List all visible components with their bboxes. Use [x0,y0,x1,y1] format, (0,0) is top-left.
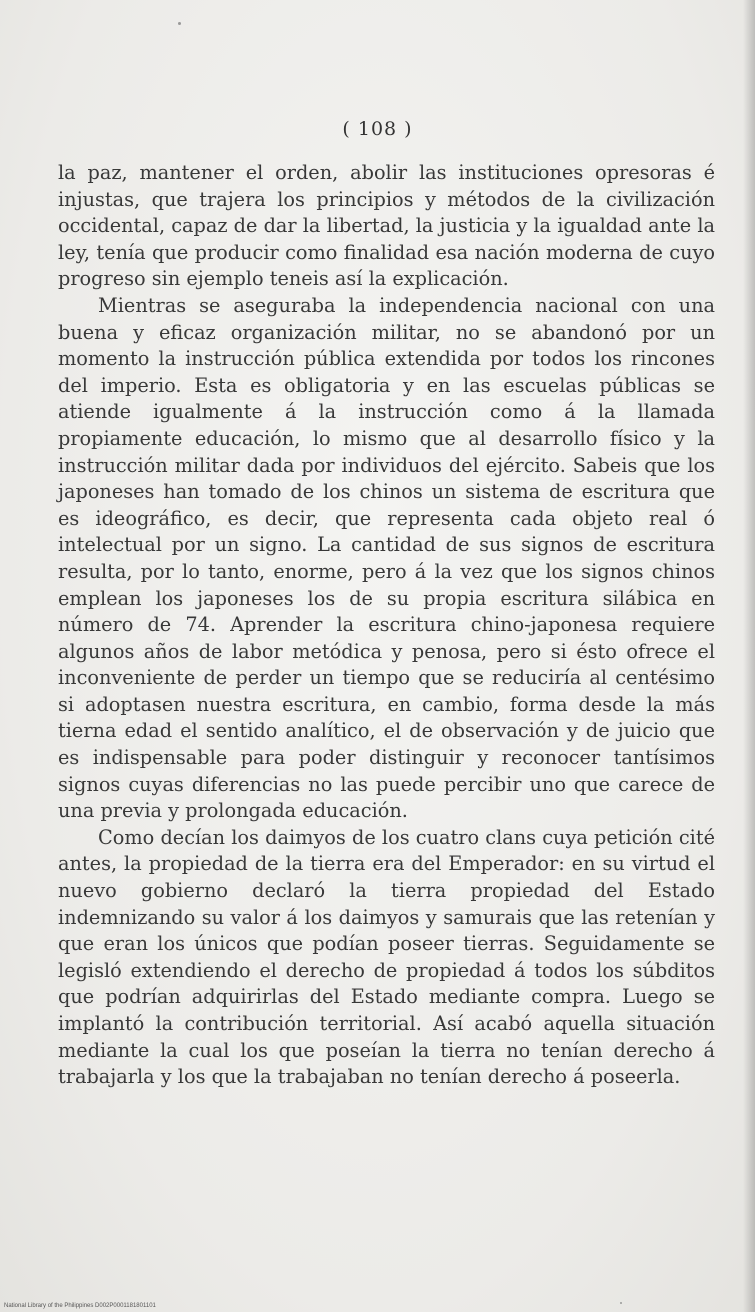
paragraph-3: Como decían los daimyos de los cuatro clans cuya petición cité antes, la propiedad de la tierra era del Emperador: en su virtud el nuevo gobierno declaró la tierra propiedad del Estado indemnizando su valor á los daimyos y samurais que las retenían y que eran los únicos que podían poseer tierras. Seguidamente se legisló extendiendo el derecho de propiedad á todos los súbditos que podrían adquirirlas del Estado mediante compra. Luego se implantó la contribución territorial. Así acabó aquella situación mediante la cual los que poseían la tierra no tenían derecho á trabajarla y los que la trabajaban no tenían derecho á poseerla. [58,825,715,1089]
scan-speck [178,22,181,25]
library-footer: National Library of the Philippines D002P0001181801101 [4,1303,156,1309]
paragraph-2: Mientras se aseguraba la independencia nacional con una buena y eficaz organización militar, no se abandonó por un momento la instrucción pública extendida por todos los rincones del imperio. Esta es obligatoria y en las escuelas públicas se atiende igualmente á la instrucción como á la llamada propiamente educación, lo mismo que al desarrollo físico y la instrucción militar dada por individuos del ejército. Sabeis que los japoneses han tomado de los chinos un sistema de escritura que es ideográfico, es decir, que representa cada objeto real ó intelectual por un signo. La cantidad de sus signos de escritura resulta, por lo tanto, enorme, pero á la vez que los signos chinos emplean los japoneses los de su propia escritura silábica en número de 74. Aprender la escritura chino-japonesa requiere algunos años de labor metódica y penosa, pero si ésto ofrece el inconveniente de perder un tiempo que se reduciría al centésimo si adoptasen nuestra escritura, en cambio, forma desde la más tierna edad el sentido analítico, el de observación y de juicio que es indispensable para poder distinguir y reconocer tantísimos signos cuyas diferencias no las puede percibir uno que carece de una previa y prolongada educación. [58,293,715,823]
page-number: ( 108 ) [342,118,413,140]
body-text [58,160,715,1091]
paragraph-1: la paz, mantener el orden, abolir las instituciones opresoras é injustas, que trajera los principios y métodos de la civilización occidental, capaz de dar la libertad, la justicia y la igualdad ante la ley, tenía que producir como finalidad esa nación moderna de cuyo progreso sin ejemplo teneis así la explicación. [58,161,715,291]
page-edge-shadow [743,0,755,1312]
scan-speck [620,1302,622,1304]
